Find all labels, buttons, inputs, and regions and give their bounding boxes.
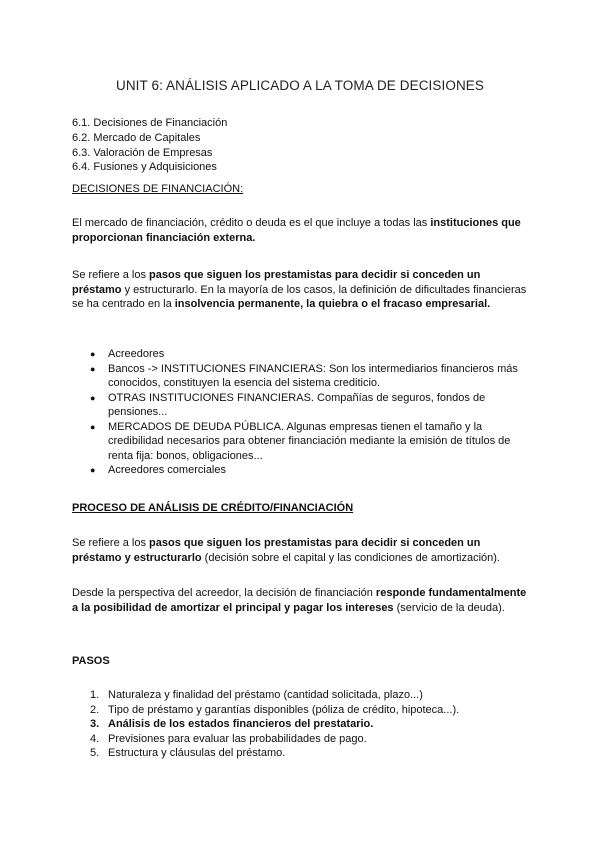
list-item <box>90 463 530 478</box>
list-item-text: Análisis de los estados financieros del prestatario. <box>108 718 374 731</box>
list-item-text: Previsiones para evaluar las probabilidades de pago. <box>108 732 367 745</box>
bold-text-run: pasos que siguen los prestamistas para decidir si conceden un préstamo <box>72 269 481 296</box>
ordered-list-pasos <box>90 688 530 761</box>
text-run: y estructurarlo. En la mayoría de los casos, la definición de dificultades financieras se ha centrado en la <box>72 283 527 310</box>
bold-text-run: insolvencia permanente, la quiebra o el fracaso empresarial. <box>174 298 491 310</box>
list-item-text: MERCADOS DE DEUDA PÚBLICA. Algunas empresas tienen el tamaño y la credibilidad necesarios para obtener financiación mediante la emisión de títulos de renta fija: bonos, obligaciones... <box>108 420 511 462</box>
paragraph-mercado-financiacion <box>72 216 532 245</box>
bullet-icon: ● <box>90 349 96 359</box>
bullet-icon: ● <box>90 392 96 403</box>
paragraph-pasos-prestamistas <box>72 268 532 312</box>
paragraph-proceso-definicion <box>72 536 532 565</box>
list-item-text: Tipo de préstamo y garantías disponibles (póliza de crédito, hipoteca...). <box>108 703 460 716</box>
list-item <box>90 717 530 732</box>
list-item <box>90 362 530 391</box>
table-of-contents <box>72 116 532 175</box>
text-run: Se refiere a los <box>72 269 150 281</box>
bullet-icon: ● <box>90 421 96 432</box>
bold-text-run: responde fundamentalmente a la posibilidad de amortizar el principal y pagar los intereses <box>72 587 527 614</box>
list-item <box>90 688 530 703</box>
list-number: 4. <box>90 732 100 745</box>
bold-text-run: instituciones que proporcionan financiación externa. <box>72 217 521 244</box>
list-item-text: Naturaleza y finalidad del préstamo (cantidad solicitada, plazo...) <box>108 689 423 701</box>
text-run: (decisión sobre el capital y las condiciones de amortización). <box>201 551 500 564</box>
bullet-icon: ● <box>90 363 96 374</box>
list-item <box>90 703 530 718</box>
list-item <box>90 732 530 747</box>
text-run: El mercado de financiación, crédito o deuda es el que incluye a todas las <box>72 217 431 229</box>
text-run: Desde la perspectiva del acreedor, la decisión de financiación <box>72 587 376 599</box>
text-run: (servicio de la deuda). <box>393 601 505 614</box>
pasos-heading <box>72 654 532 669</box>
section-heading-proceso <box>72 501 532 516</box>
section-heading-decisiones: DECISIONES DE FINANCIACIÓN: <box>72 183 244 195</box>
list-item-text: OTRAS INSTITUCIONES FINANCIERAS. Compañías de seguros, fondos de pensiones... <box>108 391 486 418</box>
list-item-text: Bancos -> INSTITUCIONES FINANCIERAS: Son los intermediarios financieros más conocidos, constituyen la esencia del sistema crediticio. <box>108 362 518 389</box>
section-heading-text: PROCESO DE ANÁLISIS DE CRÉDITO/FINANCIACIÓN <box>72 502 354 514</box>
toc-item: 6.4. Fusiones y Adquisiciones <box>72 161 217 174</box>
bullet-list-acreedores <box>90 347 530 478</box>
toc-item: 6.2. Mercado de Capitales <box>72 131 201 144</box>
list-item <box>90 420 530 464</box>
page-title: UNIT 6: ANÁLISIS APLICADO A LA TOMA DE DECISIONES <box>115 78 485 93</box>
list-item-text: Acreedores <box>108 348 165 360</box>
list-item <box>90 746 530 761</box>
toc-item: 6.1. Decisiones de Financiación <box>72 117 228 129</box>
bold-text-run: pasos que siguen los prestamistas para decidir si conceden un préstamo y estructurarlo <box>72 537 481 564</box>
list-item-text: Acreedores comerciales <box>108 464 226 476</box>
toc-item: 6.3. Valoración de Empresas <box>72 146 213 159</box>
list-item-text: Estructura y cláusulas del préstamo. <box>108 747 286 760</box>
bullet-icon: ● <box>90 465 96 475</box>
list-number: 3. <box>90 718 100 731</box>
list-item <box>90 391 530 420</box>
list-item <box>90 347 530 362</box>
text-run: Se refiere a los <box>72 537 150 549</box>
pasos-heading-text: PASOS <box>72 655 110 667</box>
list-number: 2. <box>90 703 100 716</box>
list-number: 1. <box>90 689 100 701</box>
paragraph-perspectiva-acreedor <box>72 586 532 615</box>
list-number: 5. <box>90 747 100 760</box>
